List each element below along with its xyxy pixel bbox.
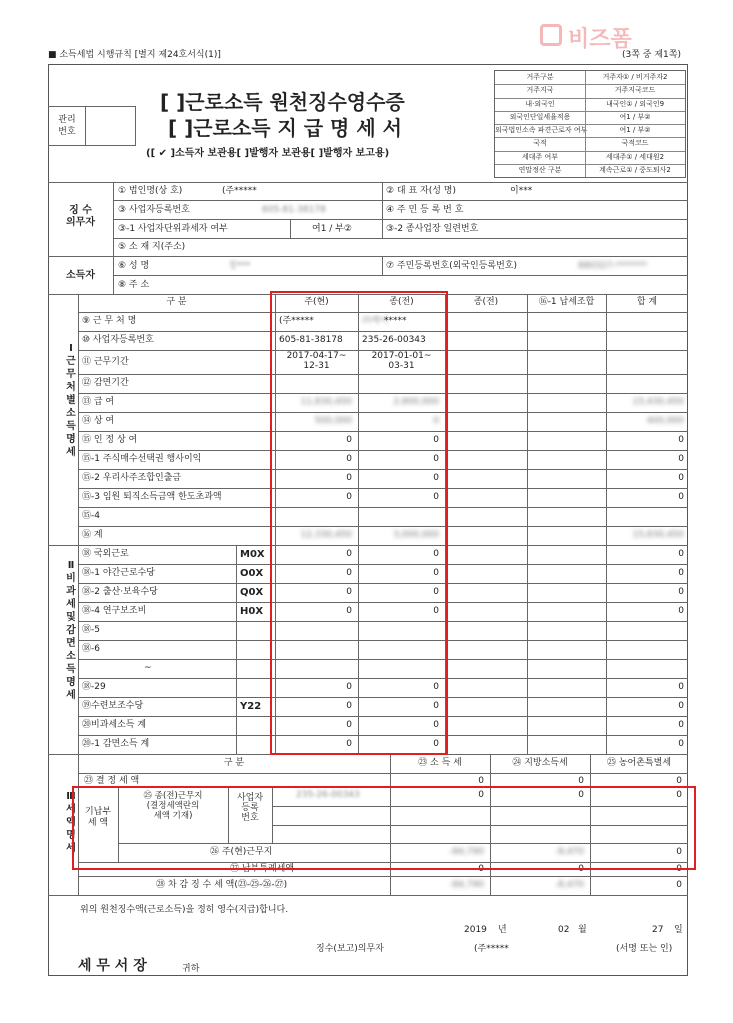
income-row-label: ⑮-3 임원 퇴직소득금액 한도초과액 [82,492,222,502]
tax-bizno-label: 사업자 등록 번호 [236,793,264,823]
income-row-previous: ***** [384,316,407,326]
income-row-total: 0 [678,435,684,445]
income-row-label: ⑪ 근무기간 [82,356,129,367]
resident-row-value: 국적코드 [621,139,649,148]
honorific-label: 귀하 [182,964,200,974]
income-row-label: ⑬ 급 여 [82,397,115,407]
resident-row-value: 세대주① / 세대원2 [605,152,665,161]
income-row-previous-name: ㈜케이 [362,316,389,326]
income-row-label: ⑯ 계 [82,530,103,540]
earner-id-value: 880327-******* [578,261,648,271]
income-row-current: 2017-04-17~ 12-31 [286,351,347,371]
address-label: ⑤ 소 재 지(주소) [118,242,186,252]
income-row-previous: 0 [433,416,439,426]
exempt-row-label: ⑱-2 출산·보육수당 [82,587,158,597]
exempt-row-label: ⑱ 국외근로 [82,549,129,559]
exempt-row-code: H0X [240,606,264,617]
tax-prev-local: 0 [578,790,584,800]
exempt-row-previous: 0 [433,682,439,692]
income-row-label: ⑨ 근 무 처 명 [82,316,137,326]
month-value: 02 [558,925,570,935]
copy-checkboxes: ([ ✔ ]소득자 보관용[ ]발행자 보관용[ ]발행자 보고용) [146,148,390,159]
tax-special-farm: 0 [676,864,682,874]
bizform-logo-text: 비즈폼 [568,27,632,52]
resident-row-label: 외국인단일세율적용 [509,112,571,121]
resident-row-value: 계속근로① / 중도퇴사2 [599,165,671,174]
earner-name-label: ⑥ 성 명 [118,261,150,271]
company-label: ① 법인명(상 호) [118,186,183,196]
income-row-previous: 0 [433,454,439,464]
exempt-row-label: ⑱-29 [82,682,106,692]
year-unit: 년 [498,925,507,935]
income-row-label: ⑭ 상 여 [82,416,115,426]
exempt-row-code: O0X [240,568,264,579]
resident-row-value: 내국인① / 외국인9 [605,99,665,108]
company-value: (주***** [222,186,257,196]
resident-row-value: 여1 / 부② [619,112,651,121]
bizno-value: 605-81-38178 [262,205,326,215]
exempt-row-total: 0 [678,739,684,749]
exempt-row-label: ⑳비과세소득 계 [82,720,147,730]
tax-special-label: ㉗ 납부특례세액 [230,864,295,874]
unit-tax-value: 여1 / 부② [312,224,352,234]
exempt-row-label: ⑳-1 감면소득 계 [82,739,150,749]
income-row-total: 0 [678,473,684,483]
resident-row-value: 거주자① / 비거주자2 [602,73,668,81]
representative-label: ② 대 표 자(성 명) [386,186,457,196]
tax-prev-income: 0 [478,790,484,800]
resno-label: ④ 주 민 등 록 번 호 [386,205,464,215]
section1-header-0: 구 분 [166,297,187,307]
exempt-row-total: 0 [678,606,684,616]
exempt-row-previous: 0 [433,701,439,711]
exempt-row-total: 0 [678,568,684,578]
income-row-total: 15,830,450 [632,530,684,540]
exempt-row-current: 0 [346,587,352,597]
income-row-label: ⑫ 감면기간 [82,378,129,388]
exempt-row-code: Q0X [240,587,264,598]
tax-paid-label: 기납부 세 액 [84,807,112,828]
resident-row-label: 거주지국 [526,86,554,95]
exempt-row-current: 0 [346,739,352,749]
earner-section-label: 소득자 [66,270,95,281]
section1-header-2: 종(전) [389,297,414,307]
exempt-row-code: M0X [240,549,265,560]
exempt-row-previous: 0 [433,606,439,616]
tax-determined-local: 0 [578,776,584,786]
tax-deduct-income: -84,790 [449,880,484,890]
tax-deduct-label: ㉘ 차 감 징 수 세 액(㉓-㉕-㉖-㉗) [156,880,288,890]
tax-deduct-farm: 0 [676,880,682,890]
exempt-row-previous: 0 [433,720,439,730]
section1-side-label: Ⅰ 근무처별소득명세 [66,343,76,458]
resident-row-label: 세대주 여부 [521,152,559,161]
day-value: 27 [652,925,664,935]
exempt-row-current: 0 [346,701,352,711]
row-divider [78,876,688,877]
income-row-current: 11,830,450 [300,397,352,407]
income-row-previous: 2,800,000 [393,397,439,407]
tax-prev-work-label: ㉕ 종(전)근무지 (결정세액란의 세액 기재) [143,791,203,821]
exempt-row-total: 0 [678,587,684,597]
exempt-row-label: ⑱-4 연구보조비 [82,606,147,616]
income-row-previous: 0 [433,492,439,502]
resident-row-label: 국적 [533,139,547,148]
admin-number-label: 관리 번호 [58,115,76,137]
branch-label: ③-2 종사업장 일련번호 [386,224,479,234]
exempt-row-previous: 0 [433,587,439,597]
tax-header-label: 구 분 [223,758,245,768]
income-row-total: 0 [678,454,684,464]
payer-section-label: 징 수 의무자 [66,205,95,228]
exempt-row-label: ⑱-5 [82,625,100,635]
section1-header-3: 종(전) [473,297,499,307]
payer-sign-value: (주***** [474,944,509,954]
tax-determined-income: 0 [478,776,484,786]
exempt-row-current: 0 [346,682,352,692]
exempt-row-total: 0 [678,549,684,559]
tax-special-income: 0 [478,864,484,874]
tax-special-local: 0 [578,864,584,874]
exempt-row-label: ⑱-1 야간근로수당 [82,568,155,578]
income-row-current: 0 [346,473,352,483]
payer-sign-label: 징수(보고)의무자 [316,944,384,954]
form-title-2: [ ]근로소득 지 급 명 세 서 [168,116,402,140]
unit-tax-label: ③-1 사업자단위과세자 여부 [118,224,228,234]
tax-header-local: ㉔ 지방소득세 [512,758,568,768]
income-row-current: 500,000 [314,416,352,426]
tax-determined-label: ㉓ 결 정 세 액 [84,776,140,786]
earner-name-value: 정*** [228,261,251,271]
highlight-box-tax [72,786,696,870]
exempt-row-total: 0 [678,720,684,730]
receipt-text: 위의 원천징수액(근로소득)을 정히 영수(지급)합니다. [80,905,289,915]
exempt-row-previous: 0 [433,549,439,559]
income-row-total: 0 [678,492,684,502]
sign-label: (서명 또는 인) [616,944,673,954]
tax-prev-farm: 0 [676,790,682,800]
tax-office-label: 세 무 서 장 [78,958,147,974]
income-row-current: 0 [346,492,352,502]
earner-id-label: ⑦ 주민등록번호(외국인등록번호) [386,261,517,271]
tax-determined-farm: 0 [676,776,682,786]
exempt-row-label: ⑱-6 [82,644,100,654]
resident-row-label: 연말정산 구분 [518,165,562,174]
exempt-row-label: ⑲수련보조수당 [82,701,144,711]
income-row-label: ⑮-2 우리사주조합인출금 [82,473,182,483]
exempt-row-code: Y22 [240,701,262,712]
income-row-total: 15,430,450 [632,397,684,407]
exempt-row-current: 0 [346,549,352,559]
income-row-current: 0 [346,435,352,445]
tax-cur-income: -84,790 [449,847,484,857]
income-row-current: 0 [346,454,352,464]
section2-side-label: Ⅱ 비과세및감면소득명세 [66,560,76,701]
income-row-previous: 0 [433,435,439,445]
month-unit: 월 [578,925,587,935]
earner-address-label: ⑧ 주 소 [118,280,150,290]
section1-header-5: 합 계 [636,297,658,307]
resident-row-label: 거주구분 [526,73,554,81]
resident-row-label: 외국법인소속 파견근로자 여부 [495,126,588,134]
exempt-row-label: ~ [144,663,152,673]
exempt-row-current: 0 [346,720,352,730]
section3-side-label: Ⅲ 세액명세 [66,791,76,854]
exempt-row-current: 0 [346,568,352,578]
bizno-label: ③ 사업자등록번호 [118,205,190,215]
highlight-box-income [270,291,448,755]
section-divider [48,895,688,896]
tax-cur-farm: 0 [676,847,682,857]
income-row-label: ⑮ 인 정 상 여 [82,435,138,445]
resident-row-label: 내·외국인 [525,99,555,108]
income-row-previous: 235-26-00343 [362,335,426,345]
income-row-previous: 2017-01-01~ 03-31 [371,351,432,371]
page-indicator: (3쪽 중 제1쪽) [622,50,681,60]
income-row-current: 605-81-38178 [279,335,343,345]
representative-value: 이*** [510,186,533,196]
section1-header-1: 주(현) [304,297,329,307]
tax-deduct-local: -8,470 [554,880,584,890]
exempt-row-previous: 0 [433,568,439,578]
resident-row-value: 여1 / 부② [619,126,651,134]
income-row-previous: 0 [433,473,439,483]
income-row-total: 400,000 [646,416,684,426]
form-title-1: [ ]근로소득 원천징수영수증 [160,90,405,114]
income-row-previous: 3,000,000 [393,530,439,540]
income-row-label: ⑮-1 주식매수선택권 행사이익 [82,454,202,464]
exempt-row-total: 0 [678,682,684,692]
income-row-label: ⑮-4 [82,511,100,521]
tax-header-income: ㉓ 소 득 세 [418,758,462,768]
section1-header-4: ⑯-1 납세조합 [538,297,595,307]
income-row-label: ⑩ 사업자등록번호 [82,335,154,345]
income-row-current: 12,330,450 [300,530,352,540]
tax-prev-bizno: 235-26-00343 [296,790,360,800]
year-value: 2019 [464,925,487,935]
tax-header-farm: ㉕ 농어촌특별세 [606,758,672,768]
income-row-current: (주***** [279,316,314,326]
resident-row-value: 거주지국코드 [614,86,656,95]
exempt-row-previous: 0 [433,739,439,749]
tax-cur-local: -8,470 [554,847,584,857]
day-unit: 일 [674,925,683,935]
row-divider [78,773,688,774]
exempt-row-current: 0 [346,606,352,616]
regulation-label: ■ 소득세법 시행규칙 [별지 제24호서식(1)] [48,50,221,60]
exempt-row-total: 0 [678,701,684,711]
tax-cur-work-label: ㉖ 주(현)근무지 [210,847,273,857]
